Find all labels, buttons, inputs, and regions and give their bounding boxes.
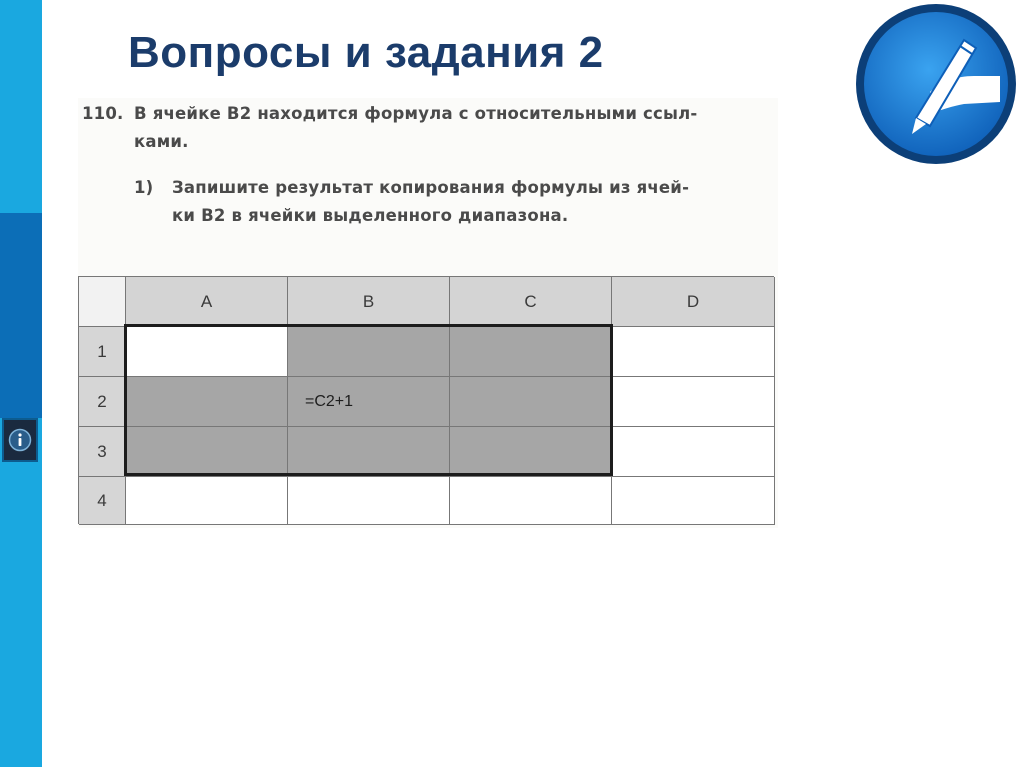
row-header-1: 1 <box>79 327 126 377</box>
column-header-a: A <box>126 277 288 327</box>
cell-d4[interactable] <box>612 477 775 525</box>
row-header-3: 3 <box>79 427 126 477</box>
cell-c4[interactable] <box>450 477 612 525</box>
spreadsheet-grid <box>78 276 774 524</box>
task-text-line2: ками. <box>134 132 189 151</box>
cell-a2[interactable] <box>126 377 288 427</box>
cell-c1[interactable] <box>450 327 612 377</box>
cell-d3[interactable] <box>612 427 775 477</box>
cell-b1[interactable] <box>288 327 450 377</box>
cell-a3[interactable] <box>126 427 288 477</box>
item-text-line1: Запишите результат копирования формулы из ячей- <box>172 178 690 197</box>
cell-c2[interactable] <box>450 377 612 427</box>
cell-b4[interactable] <box>288 477 450 525</box>
sidebar-strip-dark <box>0 213 42 418</box>
item-text-line2: ки В2 в ячейки выделенного диапазона. <box>172 206 569 225</box>
info-button[interactable] <box>2 418 38 462</box>
task-number: 110. <box>82 104 124 123</box>
cell-a1[interactable] <box>126 327 288 377</box>
cell-c3[interactable] <box>450 427 612 477</box>
column-header-b: B <box>288 277 450 327</box>
row-header-2: 2 <box>79 377 126 427</box>
info-icon <box>8 428 32 452</box>
column-header-d: D <box>612 277 775 327</box>
column-header-c: C <box>450 277 612 327</box>
pen-writing-icon <box>852 0 1020 168</box>
corner-cell <box>79 277 126 327</box>
cell-d1[interactable] <box>612 327 775 377</box>
cell-b3[interactable] <box>288 427 450 477</box>
page-title: Вопросы и задания 2 <box>128 28 604 77</box>
task-text-line1: В ячейке В2 находится формула с относительными ссыл- <box>134 104 698 123</box>
item-number: 1) <box>134 178 154 197</box>
row-header-4: 4 <box>79 477 126 525</box>
cell-b2[interactable]: =C2+1 <box>288 377 450 427</box>
cell-d2[interactable] <box>612 377 775 427</box>
cell-a4[interactable] <box>126 477 288 525</box>
